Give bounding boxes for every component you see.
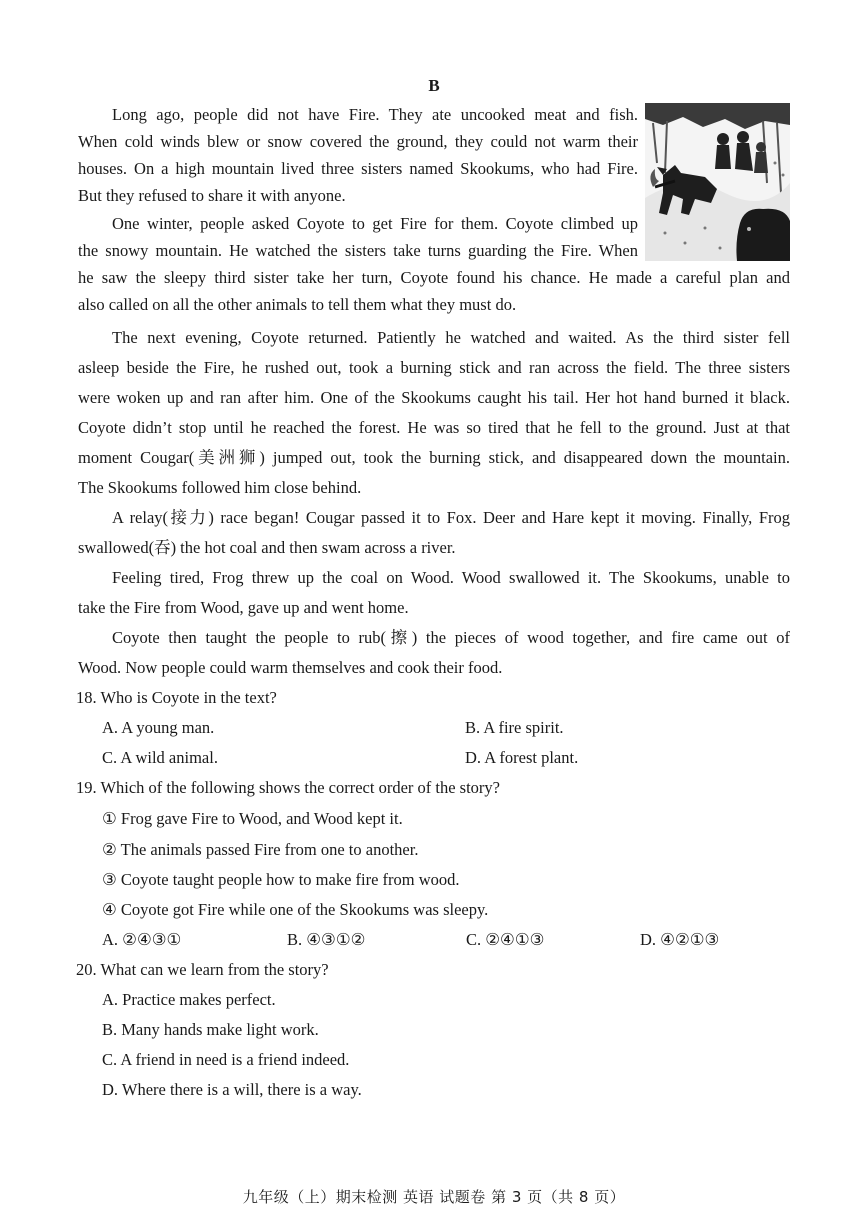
q19-option-b[interactable]: B. ④③①② bbox=[287, 930, 366, 949]
paragraph-1 bbox=[78, 101, 638, 209]
q19-option-d[interactable]: D. ④②①③ bbox=[640, 930, 720, 949]
q20-option-c[interactable]: C. A friend in need is a friend indeed. bbox=[102, 1050, 350, 1069]
text-line: were woken up and ran after him. One of the Skookums caught his tail. Her hot hand burned it black. bbox=[78, 388, 790, 407]
text-line: One winter, people asked Coyote to get Fire for them. Coyote climbed up bbox=[112, 214, 638, 233]
paragraph-6 bbox=[78, 623, 790, 683]
text-line: houses. On a high mountain lived three sisters named Skookums, who had Fire. bbox=[78, 159, 638, 178]
q19-statement-4: ④ Coyote got Fire while one of the Skookums was sleepy. bbox=[102, 900, 489, 919]
text-line: Coyote didn’t stop until he reached the forest. He was so tired that he fell to the ground. Just at that bbox=[78, 418, 790, 437]
q18-option-b[interactable]: B. A fire spirit. bbox=[465, 718, 564, 737]
text-line: Coyote then taught the people to rub(擦) the pieces of wood together, and fire came out of bbox=[112, 628, 790, 647]
text-line: Feeling tired, Frog threw up the coal on Wood. Wood swallowed it. The Skookums, unable to bbox=[112, 568, 790, 587]
paragraph-5 bbox=[78, 563, 790, 623]
text-line: swallowed(吞) the hot coal and then swam across a river. bbox=[78, 538, 456, 557]
q19-statement-2: ② The animals passed Fire from one to another. bbox=[102, 840, 419, 859]
text-line: Wood. Now people could warm themselves and cook their food. bbox=[78, 658, 503, 677]
text-line: take the Fire from Wood, gave up and went home. bbox=[78, 598, 409, 617]
q19-option-c[interactable]: C. ②④①③ bbox=[466, 930, 545, 949]
q18-option-c[interactable]: C. A wild animal. bbox=[102, 748, 218, 767]
q19-option-a[interactable]: A. ②④③① bbox=[102, 930, 182, 949]
q18-option-a[interactable]: A. A young man. bbox=[102, 718, 215, 737]
question-18-stem: 18. Who is Coyote in the text? bbox=[76, 688, 277, 707]
q20-option-a[interactable]: A. Practice makes perfect. bbox=[102, 990, 276, 1009]
page-footer: 九年级（上）期末检测 英语 试题卷 第 3 页（共 8 页） bbox=[242, 1188, 626, 1206]
text-line: moment Cougar(美洲狮) jumped out, took the burning stick, and disappeared down the mountain. bbox=[78, 448, 790, 467]
paragraph-4 bbox=[78, 503, 790, 563]
text-line: he saw the sleepy third sister take her turn, Coyote found his chance. He made a careful plan and bbox=[78, 268, 790, 287]
question-20-stem: 20. What can we learn from the story? bbox=[76, 960, 329, 979]
text-line: The Skookums followed him close behind. bbox=[78, 478, 362, 497]
q20-option-d[interactable]: D. Where there is a will, there is a way. bbox=[102, 1080, 362, 1099]
q18-option-d[interactable]: D. A forest plant. bbox=[465, 748, 579, 767]
text-line: But they refused to share it with anyone. bbox=[78, 186, 346, 205]
q20-option-b[interactable]: B. Many hands make light work. bbox=[102, 1020, 319, 1039]
section-heading: B bbox=[428, 76, 440, 95]
text-line: The next evening, Coyote returned. Patiently he watched and waited. As the third sister fell bbox=[112, 328, 790, 347]
q19-statement-3: ③ Coyote taught people how to make fire from wood. bbox=[102, 870, 460, 889]
text-line: also called on all the other animals to tell them what they must do. bbox=[78, 295, 517, 314]
text-line: asleep beside the Fire, he rushed out, took a burning stick and ran across the field. The three sisters bbox=[78, 358, 790, 377]
paragraph-3 bbox=[78, 323, 790, 503]
text-line: When cold winds blew or snow covered the ground, they could not warm their bbox=[78, 132, 638, 151]
paragraph-2a bbox=[78, 210, 638, 264]
text-line: A relay(接力) race began! Cougar passed it to Fox. Deer and Hare kept it moving. Finally, Frog bbox=[112, 508, 790, 527]
q19-statement-1: ① Frog gave Fire to Wood, and Wood kept it. bbox=[102, 809, 403, 828]
coyote-illustration bbox=[645, 103, 790, 261]
paragraph-2b bbox=[78, 264, 790, 318]
text-line: the snowy mountain. He watched the sisters take turns guarding the Fire. When bbox=[78, 241, 638, 260]
text-line: Long ago, people did not have Fire. They ate uncooked meat and fish. bbox=[112, 105, 638, 124]
question-19-stem: 19. Which of the following shows the correct order of the story? bbox=[76, 778, 500, 797]
